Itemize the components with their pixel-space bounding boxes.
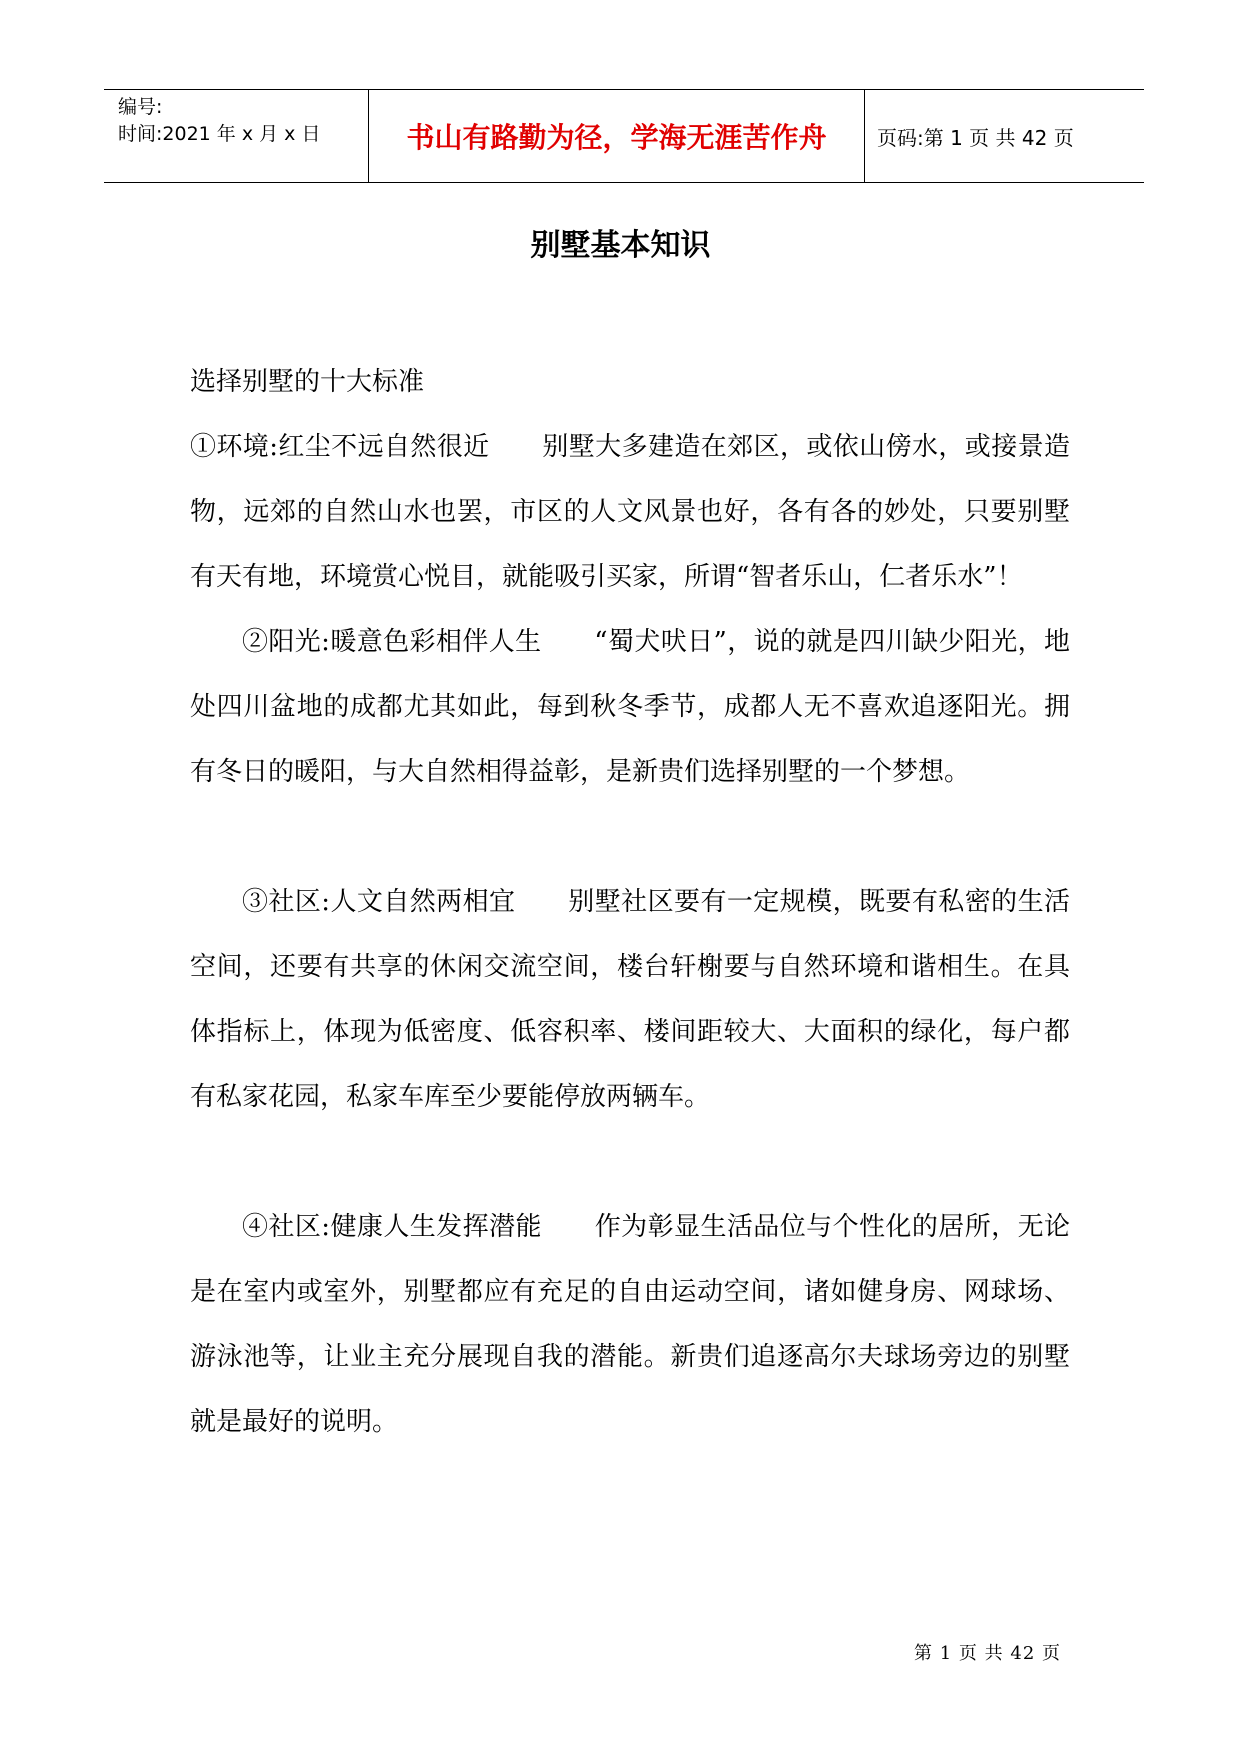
section-heading: 选择别墅的十大标准 (190, 367, 425, 397)
header-meta-cell (104, 90, 369, 182)
paragraph-health: ④社区:健康人生发挥潜能 作为彰显生活品位与个性化的居所，无论是在室内或室外，别墅都应有充足的自由运动空间，诸如健身房、网球场、游泳池等，让业主充分展现自我的潜能。新贵们追逐高尔夫球场旁边的别墅就是最好的说明。 (190, 1212, 1070, 1437)
time-label: 时间:2021 年 x 月 x 日 (118, 123, 321, 145)
header-page-info: 页码:第 1 页 共 42 页 (877, 125, 1074, 150)
document-title: 别墅基本知识 (530, 228, 711, 263)
number-label: 编号: (118, 96, 163, 118)
page-footer: 第 1 页 共 42 页 (914, 1643, 1061, 1664)
paragraph-environment: ①环境:红尘不远自然很近 别墅大多建造在郊区，或依山傍水，或接景造物，远郊的自然山水也罢，市区的人文风景也好，各有各的妙处，只要别墅有天有地，环境赏心悦目，就能吸引买家，所谓“智者乐山，仁者乐水”！ (190, 432, 1070, 592)
paragraph-community: ③社区:人文自然两相宜 别墅社区要有一定规模，既要有私密的生活空间，还要有共享的休闲交流空间，楼台轩榭要与自然环境和谐相生。在具体指标上，体现为低密度、低容积率、楼间距较大、大面积的绿化，每户都有私家花园，私家车库至少要能停放两辆车。 (190, 887, 1070, 1112)
header-motto: 书山有路勤为径，学海无涯苦作舟 (369, 90, 865, 182)
document-body (190, 350, 1070, 1455)
document-header (104, 89, 1144, 183)
paragraph-sunlight: ②阳光:暖意色彩相伴人生 “蜀犬吠日”，说的就是四川缺少阳光，地处四川盆地的成都尤其如此，每到秋冬季节，成都人无不喜欢追逐阳光。拥有冬日的暖阳，与大自然相得益彰，是新贵们选择别墅的一个梦想。 (190, 627, 1070, 787)
